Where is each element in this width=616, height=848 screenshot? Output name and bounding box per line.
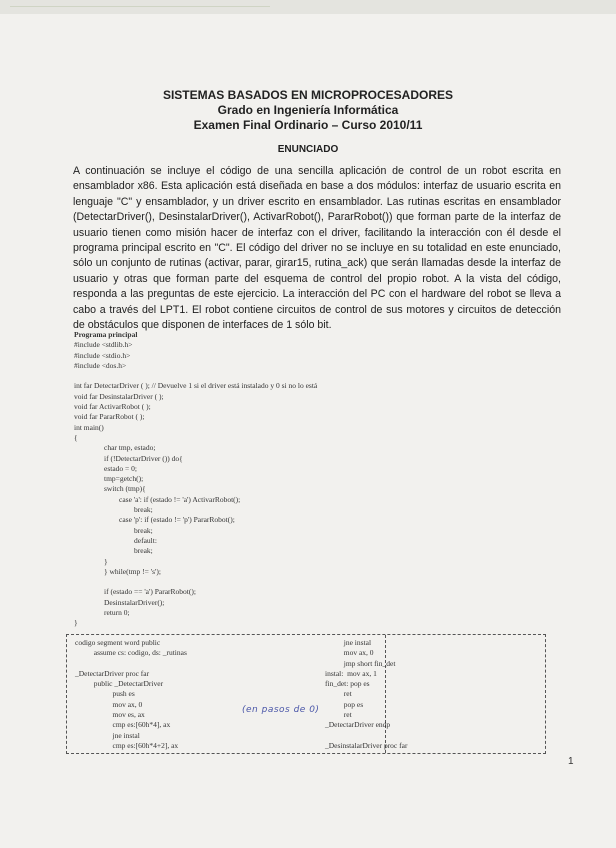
code-line: mov ax, 0 <box>325 648 374 658</box>
code-line: jne instal <box>325 638 372 647</box>
code-line: #include <stdlib.h> <box>74 340 133 350</box>
code-line: cmp es:[60h*4+2], ax <box>75 740 179 750</box>
code-line: switch (tmp){ <box>74 484 146 494</box>
code-line: tmp=getch(); <box>74 474 144 484</box>
code-line: break; <box>74 546 153 556</box>
code-line: void far PararRobot ( ); <box>74 412 145 422</box>
code-line: case 'p': if (estado != 'p') PararRobot(); <box>74 515 235 525</box>
code-line: return 0; <box>74 608 130 618</box>
code-line: DesinstalarDriver(); <box>74 597 165 607</box>
c-code-listing <box>74 330 374 629</box>
code-line: Programa principal <box>74 330 138 339</box>
code-line: if (!DetectarDriver ()) do{ <box>74 453 183 463</box>
code-line: #include <stdio.h> <box>74 350 131 360</box>
intro-paragraph: A continuación se incluye el código de una sencilla aplicación de control de un robot escrita en ensamblador x86. Esta aplicación está diseñada en base a dos módulos: interfaz de usuario escrita en lenguaje "C" y ensamblador, y un driver escrito en ensamblador. Las rutinas escritas en ensamblador (DetectarDriver(), DesinstalarDriver(), ActivarRobot(), PararRobot()) que forman parte de la interfaz de usuario tienen como misión hacer de interfaz con el driver, facilitando la interacción con él desde el programa principal escrito en "C". El código del driver no se incluye en su totalidad en este enunciado, sólo un conjunto de rutinas (activar, parar, girar15, rutina_ack) que serán llamadas desde la interfaz de usuario y otras que forman parte del esquema de control del propio robot. A la vista del código, responda a las preguntas de este ejercicio. La interacción del PC con el hardware del robot se lleva a cabo a través del LPT1. El robot contiene circuitos de control de sus motores y circuitos de detección de obstáculos que disponen de interfaces de 1 sólo bit. <box>73 165 561 332</box>
course-title: SISTEMAS BASADOS EN MICROPROCESADORES <box>162 88 454 102</box>
code-line: mov ax, 0 <box>75 699 143 709</box>
code-line: pop es <box>325 699 364 709</box>
code-line: int main() <box>74 422 104 432</box>
section-title: ENUNCIADO <box>277 144 339 155</box>
code-line: _DetectarDriver proc far <box>75 668 150 678</box>
code-line: cmp es:[60h*4], ax <box>75 720 171 730</box>
code-line: if (estado == 'a') PararRobot(); <box>74 587 196 597</box>
code-line <box>325 731 535 741</box>
page-number: 1 <box>568 756 574 767</box>
code-line: void far ActivarRobot ( ); <box>74 402 151 412</box>
code-line: char tmp, estado; <box>74 443 156 453</box>
code-line: ret <box>325 710 352 720</box>
document-header <box>0 88 616 133</box>
code-line: break; <box>74 505 153 515</box>
exam-title: Examen Final Ordinario – Curso 2010/11 <box>193 118 423 132</box>
code-line: fin_det: pop es <box>325 679 370 689</box>
code-line: { <box>74 432 78 442</box>
code-line: jmp short fin_det <box>325 658 396 668</box>
code-line: jne instal <box>75 730 140 740</box>
scan-edge <box>0 0 616 14</box>
code-line: } while(tmp != 's'); <box>74 566 161 576</box>
degree-title: Grado en Ingeniería Informática <box>217 103 399 117</box>
code-line: estado = 0; <box>74 463 137 473</box>
code-line: } <box>74 618 78 628</box>
code-line: _DetectarDriver endp <box>325 720 391 730</box>
code-line: #include <dos.h> <box>74 360 127 370</box>
code-line: ret <box>325 689 352 699</box>
code-line: case 'a': if (estado != 'a') ActivarRobot(); <box>74 494 241 504</box>
code-line: void far DesinstalarDriver ( ); <box>74 391 164 401</box>
handwritten-note: (en pasos de 0) <box>242 705 320 715</box>
code-line: default: <box>74 535 157 545</box>
code-line: codigo segment word public <box>75 638 161 647</box>
code-line: int far DetectarDriver ( ); // Devuelve 1 si el driver está instalado y 0 si no lo está <box>74 381 318 391</box>
scan-artifact-line <box>10 6 270 7</box>
code-line: instal: mov ax, 1 <box>325 668 377 678</box>
assembly-listing-right <box>325 638 535 751</box>
code-line: } <box>74 556 108 566</box>
code-line: _DesinstalarDriver proc far <box>325 740 408 750</box>
code-line: mov es, ax <box>75 710 145 720</box>
assembly-code-box <box>66 634 546 754</box>
code-line <box>74 577 374 587</box>
code-line: break; <box>74 525 153 535</box>
code-line <box>74 371 374 381</box>
code-line: public _DetectarDriver <box>75 679 164 689</box>
code-line: assume cs: codigo, ds: _rutinas <box>75 648 187 658</box>
code-line: push es <box>75 689 135 699</box>
